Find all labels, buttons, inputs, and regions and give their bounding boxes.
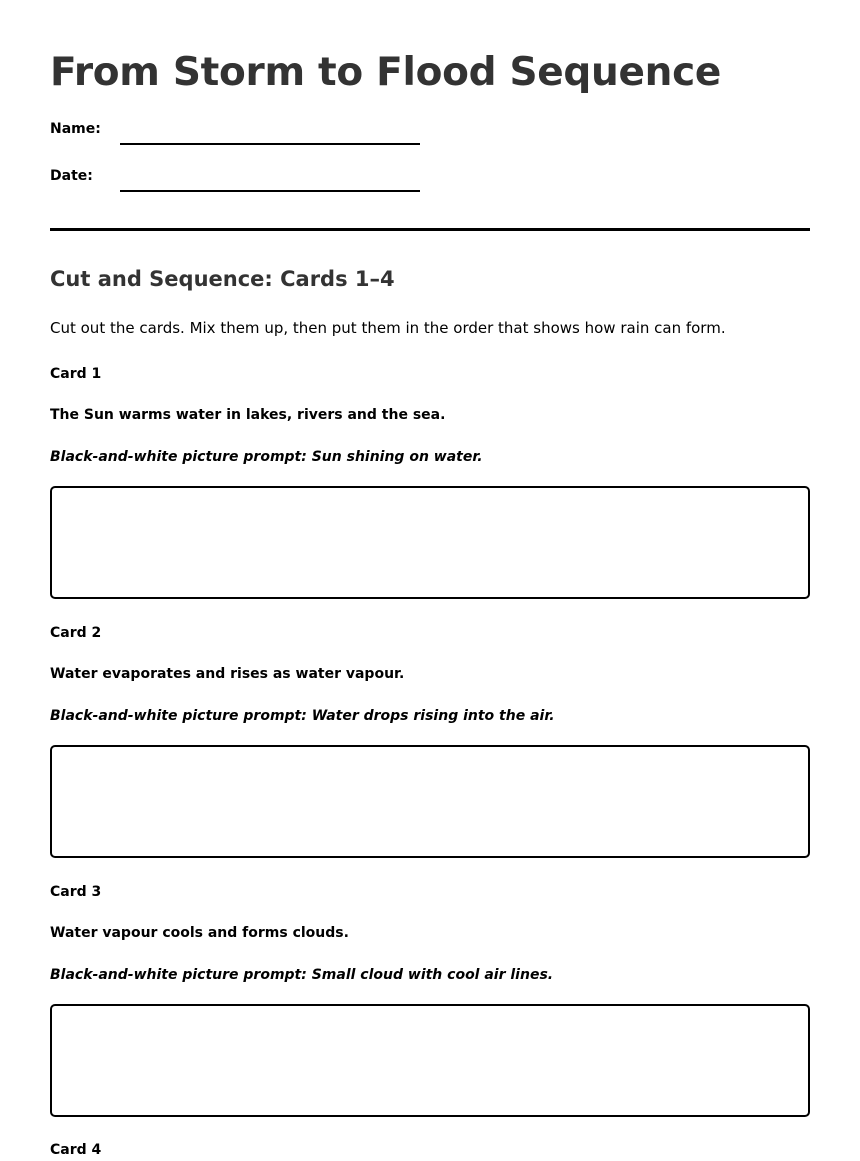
name-field-row (50, 121, 470, 145)
card-picture-prompt: Black-and-white picture prompt: Water drops rising into the air. (50, 708, 555, 724)
card-text: Water evaporates and rises as water vapour. (50, 666, 405, 682)
section-title: Cut and Sequence: Cards 1–4 (50, 267, 395, 291)
card-label: Card 4 (50, 1142, 102, 1158)
name-label: Name: (50, 121, 101, 137)
date-label: Date: (50, 168, 93, 184)
card-picture-box[interactable] (50, 1004, 810, 1117)
card-text: Water vapour cools and forms clouds. (50, 925, 349, 941)
card-picture-box[interactable] (50, 486, 810, 599)
card-label: Card 3 (50, 884, 102, 900)
card-picture-prompt: Black-and-white picture prompt: Sun shining on water. (50, 449, 483, 465)
name-write-line[interactable] (120, 143, 420, 145)
section-divider (50, 228, 810, 231)
date-write-line[interactable] (120, 190, 420, 192)
card-picture-prompt: Black-and-white picture prompt: Small cloud with cool air lines. (50, 967, 554, 983)
card-text: The Sun warms water in lakes, rivers and the sea. (50, 407, 446, 423)
card-label: Card 2 (50, 625, 102, 641)
card-label: Card 1 (50, 366, 102, 382)
instructions-text: Cut out the cards. Mix them up, then put them in the order that shows how rain can form. (50, 319, 726, 337)
date-field-row (50, 168, 470, 192)
card-picture-box[interactable] (50, 745, 810, 858)
page-title: From Storm to Flood Sequence (50, 50, 722, 95)
